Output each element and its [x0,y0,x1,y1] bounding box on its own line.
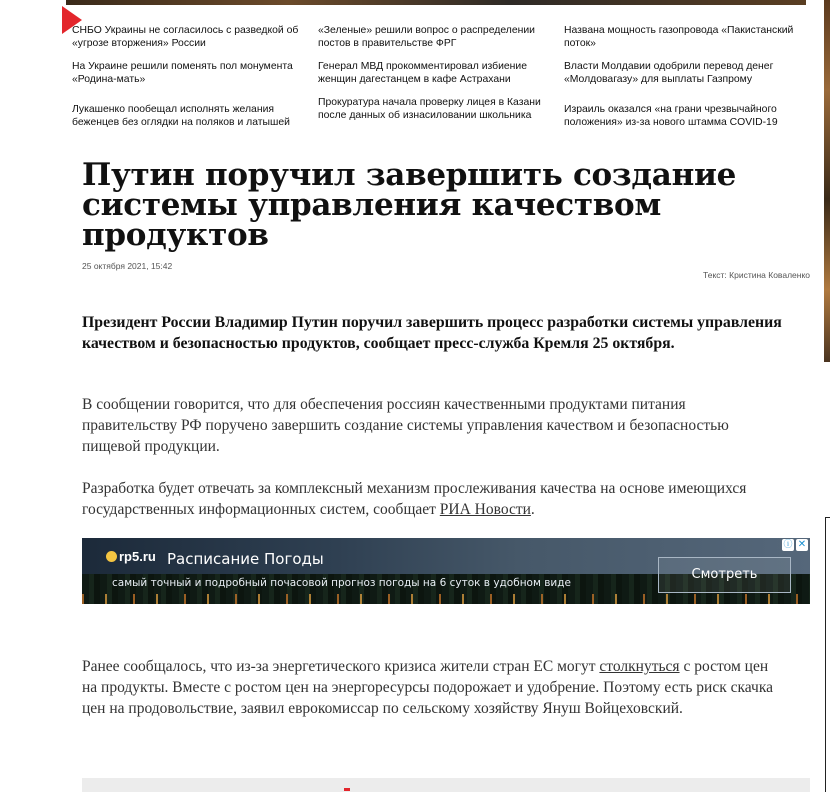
ad-logo [106,549,156,564]
info-icon[interactable]: ⓘ [783,540,793,550]
article-paragraph: В сообщении говорится, что для обеспечения россиян качественными продуктами питания правительству РФ поручено завершить создание системы управления качеством и безопасностью пищевой продукции. [82,396,729,455]
article-author: Текст: Кристина Коваленко [703,270,810,280]
ad-title: Расписание Погоды [167,550,324,568]
article-paragraph [82,478,782,520]
news-link[interactable]: Власти Молдавии одобрили перевод денег «Молдовагазу» для выплаты Газпрому [564,61,774,85]
weather-ad-banner[interactable] [82,538,810,604]
news-link[interactable]: Названа мощность газопровода «Пакистанский поток» [564,25,794,49]
ad-lights-background [82,594,810,604]
news-link[interactable]: Израиль оказался «на грани чрезвычайного положения» из-за нового штамма COVID-19 [564,104,778,128]
paragraph-text: Разработка будет отвечать за комплексный механизм прослеживания качества на основе имеющихся государственных информационных систем, сообщает [82,480,747,518]
article-title: Путин поручил завершить создание системы управления качеством продуктов [82,157,737,253]
paragraph-text: с ростом цен на продукты. Вместе с ростом цен на энергоресурсы подорожает и удобрение. Поэтому есть риск скачка цен на продовольствие, заявил еврокомиссар по сельскому хозяйству Януш Войцеховский. [82,658,774,717]
paragraph-text: . [530,501,535,518]
article-paragraph [82,656,782,719]
side-divider [825,517,826,792]
face-link[interactable]: столкнуться [599,658,680,675]
news-link[interactable]: СНБО Украины не согласилось с разведкой об «угрозе вторжения» России [72,25,299,49]
ad-description: самый точный и подробный почасовой прогноз погоды на 6 суток в удобном виде [112,577,571,589]
bottom-block [82,778,810,792]
side-divider-cap [825,517,830,518]
close-icon[interactable]: ✕ [797,539,807,550]
top-banner-image[interactable] [66,0,806,5]
news-link[interactable]: Генерал МВД прокомментировал избиение женщин дагестанцем в кафе Астрахани [318,61,528,85]
news-link[interactable]: Лукашенко пообещал исполнять желания беженцев без оглядки на поляков и латышей [72,104,290,128]
paragraph-text: Ранее сообщалось, что из-за энергетического кризиса жители стран ЕС могут [82,658,600,675]
sun-icon [106,551,117,562]
news-link[interactable]: «Зеленые» решили вопрос о распределении постов в правительстве ФРГ [318,25,535,49]
ad-watch-button[interactable]: Смотреть [658,557,791,593]
news-link[interactable]: Прокуратура начала проверку лицея в Казани после данных об изнасиловании школьника [318,97,541,121]
article-lead: Президент России Владимир Путин поручил завершить процесс разработки системы управления качеством и безопасностью продуктов, сообщает пресс-служба Кремля 25 октября. [82,314,782,352]
side-photo[interactable] [824,0,830,362]
news-link[interactable]: На Украине решили поменять пол монумента «Родина-мать» [72,61,293,85]
ria-news-link[interactable]: РИА Новости [439,501,531,518]
article-date: 25 октября 2021, 15:42 [82,261,173,271]
bottom-accent-mark [344,788,350,791]
ad-logo-text: rp5.ru [119,549,156,564]
